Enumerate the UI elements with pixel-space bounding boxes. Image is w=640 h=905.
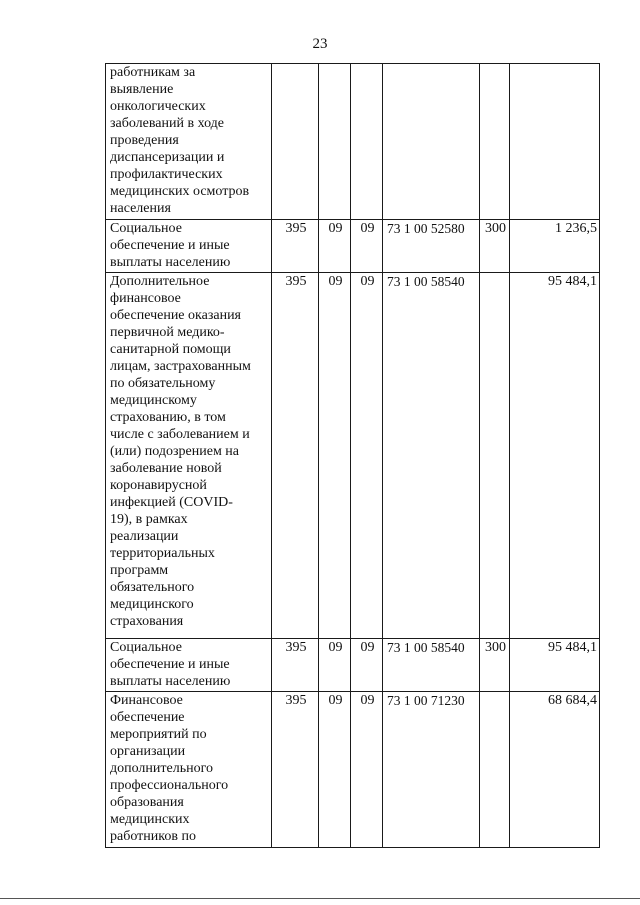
ministry-code: 395 bbox=[272, 639, 319, 692]
item-name: Дополнительное финансовое обеспечение оказания первичной медико- санитарной помощи лицам, застрахованным по обязательному медицинскому страхованию, в том числе с заболеванием и (или) подозрением на заболевание новой коронавирусной инфекцией (COVID- 19), в рамках реализации территориальных программ обязательного медицинского страхования bbox=[106, 273, 272, 639]
subsection-code: 09 bbox=[351, 639, 383, 692]
subsection-code: 09 bbox=[351, 692, 383, 848]
target-article-code bbox=[383, 64, 480, 220]
table-row bbox=[106, 692, 600, 848]
table-row bbox=[106, 273, 600, 639]
subsection-code: 09 bbox=[351, 273, 383, 639]
section-code: 09 bbox=[319, 692, 351, 848]
ministry-code: 395 bbox=[272, 273, 319, 639]
target-article-code: 73 1 00 58540 bbox=[383, 273, 480, 639]
section-code bbox=[319, 64, 351, 220]
expense-type-code: 300 bbox=[480, 220, 510, 273]
expense-type-code bbox=[480, 64, 510, 220]
target-article-code: 73 1 00 58540 bbox=[383, 639, 480, 692]
budget-table bbox=[105, 63, 600, 848]
table-row bbox=[106, 220, 600, 273]
amount: 1 236,5 bbox=[510, 220, 600, 273]
amount: 95 484,1 bbox=[510, 273, 600, 639]
ministry-code: 395 bbox=[272, 220, 319, 273]
section-code: 09 bbox=[319, 273, 351, 639]
footer-divider bbox=[0, 898, 640, 899]
page-number: 23 bbox=[312, 36, 328, 52]
expense-type-code: 300 bbox=[480, 639, 510, 692]
item-name: Социальное обеспечение и иные выплаты населению bbox=[106, 220, 272, 273]
expense-type-code bbox=[480, 692, 510, 848]
item-name: работникам за выявление онкологических заболеваний в ходе проведения диспансеризации и профилактических медицинских осмотров населения bbox=[106, 64, 272, 220]
target-article-code: 73 1 00 71230 bbox=[383, 692, 480, 848]
subsection-code bbox=[351, 64, 383, 220]
table-row bbox=[106, 639, 600, 692]
subsection-code: 09 bbox=[351, 220, 383, 273]
amount: 68 684,4 bbox=[510, 692, 600, 848]
expense-type-code bbox=[480, 273, 510, 639]
section-code: 09 bbox=[319, 639, 351, 692]
section-code: 09 bbox=[319, 220, 351, 273]
target-article-code: 73 1 00 52580 bbox=[383, 220, 480, 273]
amount bbox=[510, 64, 600, 220]
table-row bbox=[106, 64, 600, 220]
item-name: Социальное обеспечение и иные выплаты населению bbox=[106, 639, 272, 692]
ministry-code: 395 bbox=[272, 692, 319, 848]
amount: 95 484,1 bbox=[510, 639, 600, 692]
ministry-code bbox=[272, 64, 319, 220]
item-name: Финансовое обеспечение мероприятий по организации дополнительного профессионального образования медицинских работников по bbox=[106, 692, 272, 848]
